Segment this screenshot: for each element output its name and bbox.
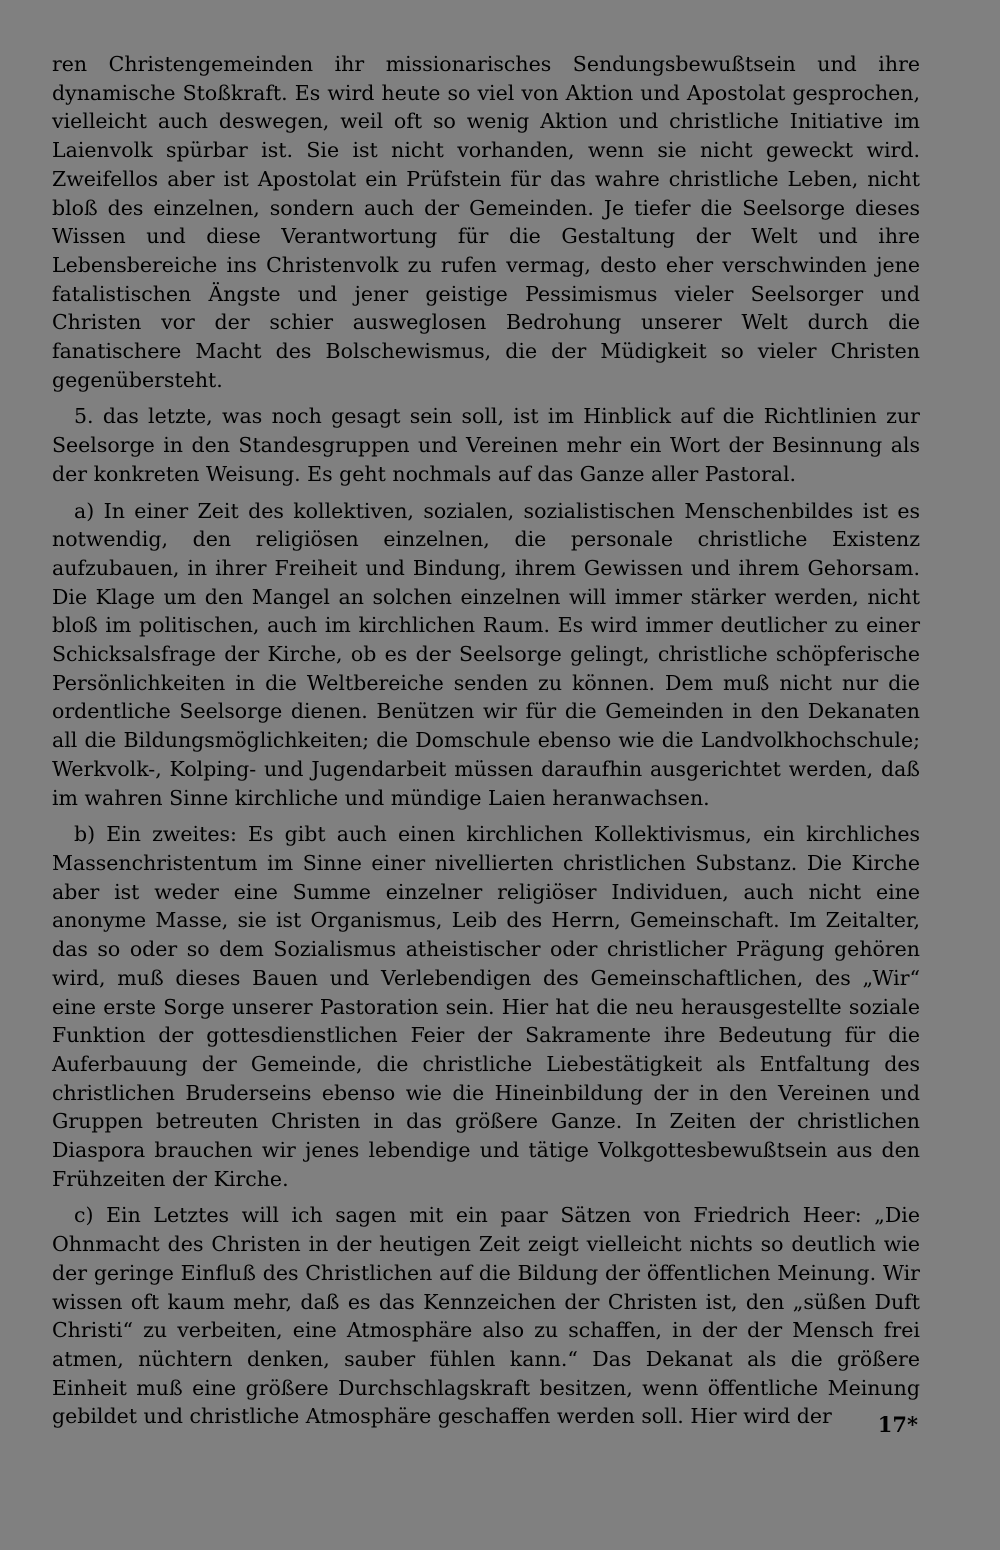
paragraph-point-b: b) Ein zweites: Es gibt auch einen kirchlichen Kollektivismus, ein kirchliches Massenchristentum im Sinne einer nivellierten christlichen Substanz. Die Kirche aber ist weder eine Summe einzelner religiöser Individuen, auch nicht eine anonyme Masse, sie ist Organismus, Leib des Herrn, Gemeinschaft. Im Zeitalter, das so oder so dem Sozialismus atheistischer oder christlicher Prägung gehören wird, muß dieses Bauen und Verlebendigen des Gemeinschaftlichen, des „Wir“ eine erste Sorge unserer Pastoration sein. Hier hat die neu herausgestellte soziale Funktion der gottesdienstlichen Feier der Sakramente ihre Bedeutung für die Auferbauung der Gemeinde, die christliche Liebestätigkeit als Entfaltung des christlichen Bruderseins ebenso wie die Hineinbildung der in den Vereinen und Gruppen betreuten Christen in das größere Ganze. In Zeiten der christlichen Diaspora brauchen wir jenes lebendige und tätige Volkgottesbewußtsein aus den Frühzeiten der Kirche. bbox=[52, 822, 920, 1191]
paragraph-point-5: 5. das letzte, was noch gesagt sein soll, ist im Hinblick auf die Richtlinien zur Seelsorge in den Standesgruppen und Vereinen mehr ein Wort der Besinnung als der konkreten Weisung. Es geht nochmals auf das Ganze aller Pastoral. bbox=[52, 404, 920, 486]
paragraph-continuation: ren Christengemeinden ihr missionarisches Sendungsbewußtsein und ihre dynamische Stoßkraft. Es wird heute so viel von Aktion und Apostolat gesprochen, vielleicht auch deswegen, weil oft so wenig Aktion und christliche Initiative im Laienvolk spürbar ist. Sie ist nicht vorhanden, wenn sie nicht geweckt wird. Zweifellos aber ist Apostolat ein Prüfstein für das wahre christliche Leben, nicht bloß des einzelnen, sondern auch der Gemeinden. Je tiefer die Seelsorge dieses Wissen und diese Verantwortung für die Gestaltung der Welt und ihre Lebensbereiche ins Christenvolk zu rufen vermag, desto eher verschwinden jene fatalistischen Ängste und jener geistige Pessimismus vieler Seelsorger und Christen vor der schier ausweglosen Bedrohung unserer Welt durch die fanatischere Macht des Bolschewismus, die der Müdigkeit so vieler Christen gegenübersteht. bbox=[52, 52, 920, 392]
paragraph-point-c: c) Ein Letztes will ich sagen mit ein paar Sätzen von Friedrich Heer: „Die Ohnmacht des Christen in der heutigen Zeit zeigt vielleicht nichts so deutlich wie der geringe Einfluß des Christlichen auf die Bildung der öffentlichen Meinung. Wir wissen oft kaum mehr, daß es das Kennzeichen der Christen ist, den „süßen Duft Christi“ zu verbeiten, eine Atmosphäre also zu schaffen, in der der Mensch frei atmen, nüchtern denken, sauber fühlen kann.“ Das Dekanat als die größere Einheit muß eine größere Durchschlagskraft besitzen, wenn öffentliche Meinung gebildet und christliche Atmosphäre geschaffen werden soll. Hier wird der bbox=[52, 1203, 920, 1429]
page-number: 17* bbox=[877, 1412, 918, 1437]
paragraph-point-a: a) In einer Zeit des kollektiven, sozialen, sozialistischen Menschenbildes ist es notwendig, den religiösen einzelnen, die personale christliche Existenz aufzubauen, in ihrer Freiheit und Bindung, ihrem Gewissen und ihrem Gehorsam. Die Klage um den Mangel an solchen einzelnen will immer stärker werden, nicht bloß im politischen, auch im kirchlichen Raum. Es wird immer deutlicher zu einer Schicksalsfrage der Kirche, ob es der Seelsorge gelingt, christliche schöpferische Persönlichkeiten in die Weltbereiche senden zu können. Dem muß nicht nur die ordentliche Seelsorge dienen. Benützen wir für die Gemeinden in den Dekanaten all die Bildungsmöglichkeiten; die Domschule ebenso wie die Landvolkhochschule; Werkvolk-, Kolping- und Jugendarbeit müssen daraufhin ausgerichtet werden, daß im wahren Sinne kirchliche und mündige Laien heranwachsen. bbox=[52, 498, 920, 810]
page-body bbox=[52, 50, 920, 1439]
